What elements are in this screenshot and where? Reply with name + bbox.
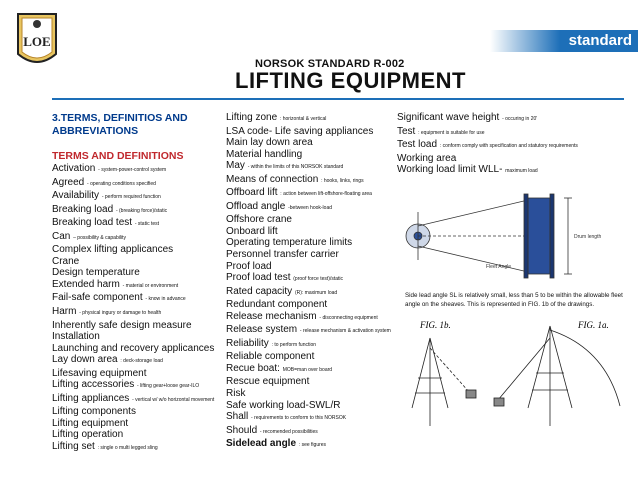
- term-item: [52, 320, 227, 332]
- term-item: [226, 160, 396, 174]
- term-item: [397, 164, 637, 178]
- term-label: Test load: [397, 139, 438, 151]
- term-item: [226, 400, 396, 412]
- figure-note: Side lead angle SL is relatively small, less than 5 to be within the allowable fleet angle on the sheaves. This is represented in FIG. 1b of the drawings.: [405, 292, 623, 308]
- term-item: [226, 187, 396, 201]
- term-note: : conform comply with specification and statutory requirements: [439, 143, 578, 150]
- term-item: [226, 214, 396, 226]
- term-item: [52, 177, 227, 191]
- term-note: : to perform function: [271, 341, 317, 348]
- page-title: LIFTING EQUIPMENT: [235, 68, 466, 93]
- term-item: [52, 267, 227, 279]
- term-label: Sidelead angle: [226, 438, 297, 450]
- term-item: [52, 368, 227, 380]
- brand-name: standard: [568, 32, 632, 49]
- term-label: Lifting appliances: [52, 392, 130, 404]
- term-item: [397, 112, 637, 126]
- term-item: [226, 388, 396, 400]
- term-label: Lifting equipment: [52, 417, 129, 429]
- term-item: [52, 393, 227, 407]
- term-item: [52, 379, 227, 393]
- term-label: Extended harm: [52, 278, 120, 290]
- term-note: - (breaking force)/static: [115, 207, 168, 214]
- term-item: [226, 411, 396, 425]
- term-label: Lifting operation: [52, 429, 124, 441]
- term-item: [226, 425, 396, 439]
- term-item: [397, 139, 637, 153]
- term-item: [52, 441, 227, 455]
- term-item: [226, 272, 396, 286]
- term-note: - operating conditions specified: [87, 180, 156, 187]
- sidelead-figures: [400, 318, 630, 428]
- term-note: : single o multi legged sling: [97, 445, 158, 452]
- term-item: [226, 363, 396, 377]
- term-label: Working load limit WLL-: [397, 164, 503, 176]
- term-item: [397, 126, 637, 140]
- term-item: [52, 292, 227, 306]
- term-label: Working area: [397, 152, 457, 164]
- term-item: [397, 153, 637, 165]
- term-label: Harm: [52, 306, 77, 318]
- term-item: [226, 338, 396, 352]
- term-label: Reliability: [226, 337, 269, 349]
- term-label: Means of connection: [226, 173, 319, 185]
- term-item: [52, 231, 227, 245]
- term-label: Personnel transfer carrier: [226, 249, 339, 261]
- fig-1a-label: FIG. 1a.: [578, 320, 609, 330]
- drum-length-label: Drum length: [574, 234, 602, 240]
- term-item: [52, 406, 227, 418]
- term-item: [226, 438, 396, 452]
- term-label: Installation: [52, 331, 100, 343]
- term-list-2: [226, 112, 396, 452]
- term-note: : hooks, links, rings: [321, 177, 364, 184]
- term-label: Reliable component: [226, 351, 315, 363]
- term-label: Crane: [52, 255, 80, 267]
- term-note: - occuring in 20': [502, 116, 538, 122]
- term-label: Safe working load-SWL/R: [226, 399, 341, 411]
- term-label: Risk: [226, 388, 246, 400]
- term-note: maximum load: [505, 168, 538, 175]
- term-label: Offshore crane: [226, 214, 292, 226]
- term-label: Onboard lift: [226, 225, 278, 237]
- term-label: Rated capacity: [226, 285, 293, 297]
- term-item: [52, 429, 227, 441]
- term-item: [52, 418, 227, 430]
- term-note: - system-power-control system: [98, 167, 167, 173]
- term-label: Launching and recovery applicances: [52, 342, 215, 354]
- term-item: [52, 244, 227, 256]
- term-item: [226, 201, 396, 215]
- term-note: (proof force test)/static: [293, 276, 344, 283]
- term-label: Release system: [226, 324, 298, 336]
- term-item: [226, 376, 396, 388]
- term-item: [226, 174, 396, 188]
- term-item: [226, 112, 396, 126]
- term-label: Lifting accessories: [52, 379, 135, 391]
- term-label: Design temperature: [52, 267, 140, 279]
- term-label: Agreed: [52, 176, 85, 188]
- term-item: [226, 249, 396, 261]
- term-item: [226, 126, 396, 138]
- fleet-angle-label: Fleet Angle: [486, 264, 512, 270]
- term-item: [226, 237, 396, 249]
- term-label: Operating temperature limits: [226, 237, 353, 249]
- term-item: [226, 226, 396, 238]
- term-label: Main lay down area: [226, 137, 313, 149]
- term-note: - material or environment: [122, 282, 179, 289]
- term-note: : equipment is suitable for use: [418, 129, 485, 136]
- term-label: May: [226, 160, 245, 172]
- term-label: Should: [226, 424, 258, 436]
- term-note: : horizontal & vertical: [279, 116, 327, 122]
- term-item: [226, 149, 396, 161]
- term-note: – possibility & capability: [73, 234, 126, 241]
- term-label: Significant wave height: [397, 112, 500, 123]
- term-label: Lifting components: [52, 406, 136, 418]
- term-label: Activation: [52, 163, 96, 174]
- term-note: (R): maximum load: [294, 289, 338, 296]
- term-label: Offload angle: [226, 200, 286, 212]
- term-label: Test: [397, 125, 416, 137]
- term-label: Complex lifting applicances: [52, 244, 174, 256]
- term-item: [52, 256, 227, 268]
- term-list-3: [397, 112, 637, 178]
- term-item: [226, 351, 396, 363]
- subsection-heading: TERMS AND DEFINITIONS: [52, 150, 184, 162]
- term-label: LSA code- Life saving appliances: [226, 125, 374, 137]
- term-item: [52, 306, 227, 320]
- column-1: [52, 112, 227, 455]
- term-item: [226, 324, 396, 338]
- term-label: Lifesaving equipment: [52, 367, 147, 379]
- term-label: Fail-safe component: [52, 292, 143, 304]
- logo-text: LOE: [23, 34, 51, 49]
- term-item: [52, 354, 227, 368]
- term-note: - static test: [134, 221, 160, 228]
- term-item: [226, 286, 396, 300]
- term-note: - disconnecting equipment: [319, 314, 378, 321]
- term-label: Rescue equipment: [226, 376, 310, 388]
- term-note: - lifting gear+loose gear-ILO: [137, 383, 200, 390]
- term-note: : see figures: [298, 442, 327, 449]
- title-divider: [52, 98, 624, 100]
- term-label: Offboard lift: [226, 187, 278, 199]
- term-note: - within the limits of this NORSOK standard: [247, 164, 344, 171]
- term-note: - perform required function: [101, 194, 161, 201]
- brand-bar: [490, 30, 638, 52]
- term-item: [52, 217, 227, 231]
- term-label: Inherently safe design measure: [52, 319, 192, 331]
- term-note: MOB=man over board: [282, 366, 333, 373]
- term-label: Breaking load: [52, 203, 114, 215]
- term-note: - vertical w/ w/o horizontal movement: [132, 396, 215, 403]
- term-note: - physical ingury or damage to health: [79, 310, 162, 317]
- term-item: [52, 343, 227, 355]
- term-item: [226, 137, 396, 149]
- term-label: Lifting zone: [226, 112, 278, 123]
- term-note: -between hook-load: [288, 204, 333, 211]
- column-3: [397, 112, 637, 178]
- term-label: Shall: [226, 411, 249, 423]
- term-label: Can: [52, 230, 71, 242]
- standard-name: NORSOK STANDARD R-002: [255, 58, 405, 70]
- term-label: Availability: [52, 190, 100, 202]
- term-note: - requirements to conform to this NORSOK: [251, 415, 347, 422]
- term-item: [226, 261, 396, 273]
- term-item: [52, 279, 227, 293]
- header: [0, 0, 638, 93]
- term-label: Release mechanism: [226, 310, 317, 322]
- term-label: Proof load: [226, 260, 272, 272]
- column-2: [226, 112, 396, 452]
- term-note: - recomended possibilities: [259, 428, 318, 435]
- term-note: - release mechanism & activation system: [299, 328, 391, 335]
- drum-diagram: [398, 192, 623, 284]
- term-label: Redundant component: [226, 299, 328, 311]
- term-list-1: [52, 163, 227, 455]
- term-item: [52, 163, 227, 177]
- term-item: [226, 299, 396, 311]
- term-label: Lifting set: [52, 441, 95, 453]
- loe-logo: [14, 10, 60, 70]
- term-item: [226, 311, 396, 325]
- term-item: [52, 204, 227, 218]
- term-item: [52, 331, 227, 343]
- term-label: Breaking load test: [52, 217, 133, 229]
- term-note: - know in advance: [145, 296, 186, 303]
- term-label: Proof load test: [226, 272, 291, 284]
- term-label: Lay down area: [52, 354, 118, 366]
- term-label: Recue boat:: [226, 362, 280, 374]
- term-note: : deck-storage load: [120, 358, 163, 365]
- term-note: : action between lift-offshore-floating area: [280, 191, 372, 198]
- term-label: Material handling: [226, 148, 303, 160]
- term-item: [52, 190, 227, 204]
- section-heading: 3.TERMS, DEFINITIOS AND ABBREVIATIONS: [52, 112, 188, 137]
- fig-1b-label: FIG. 1b.: [420, 320, 451, 330]
